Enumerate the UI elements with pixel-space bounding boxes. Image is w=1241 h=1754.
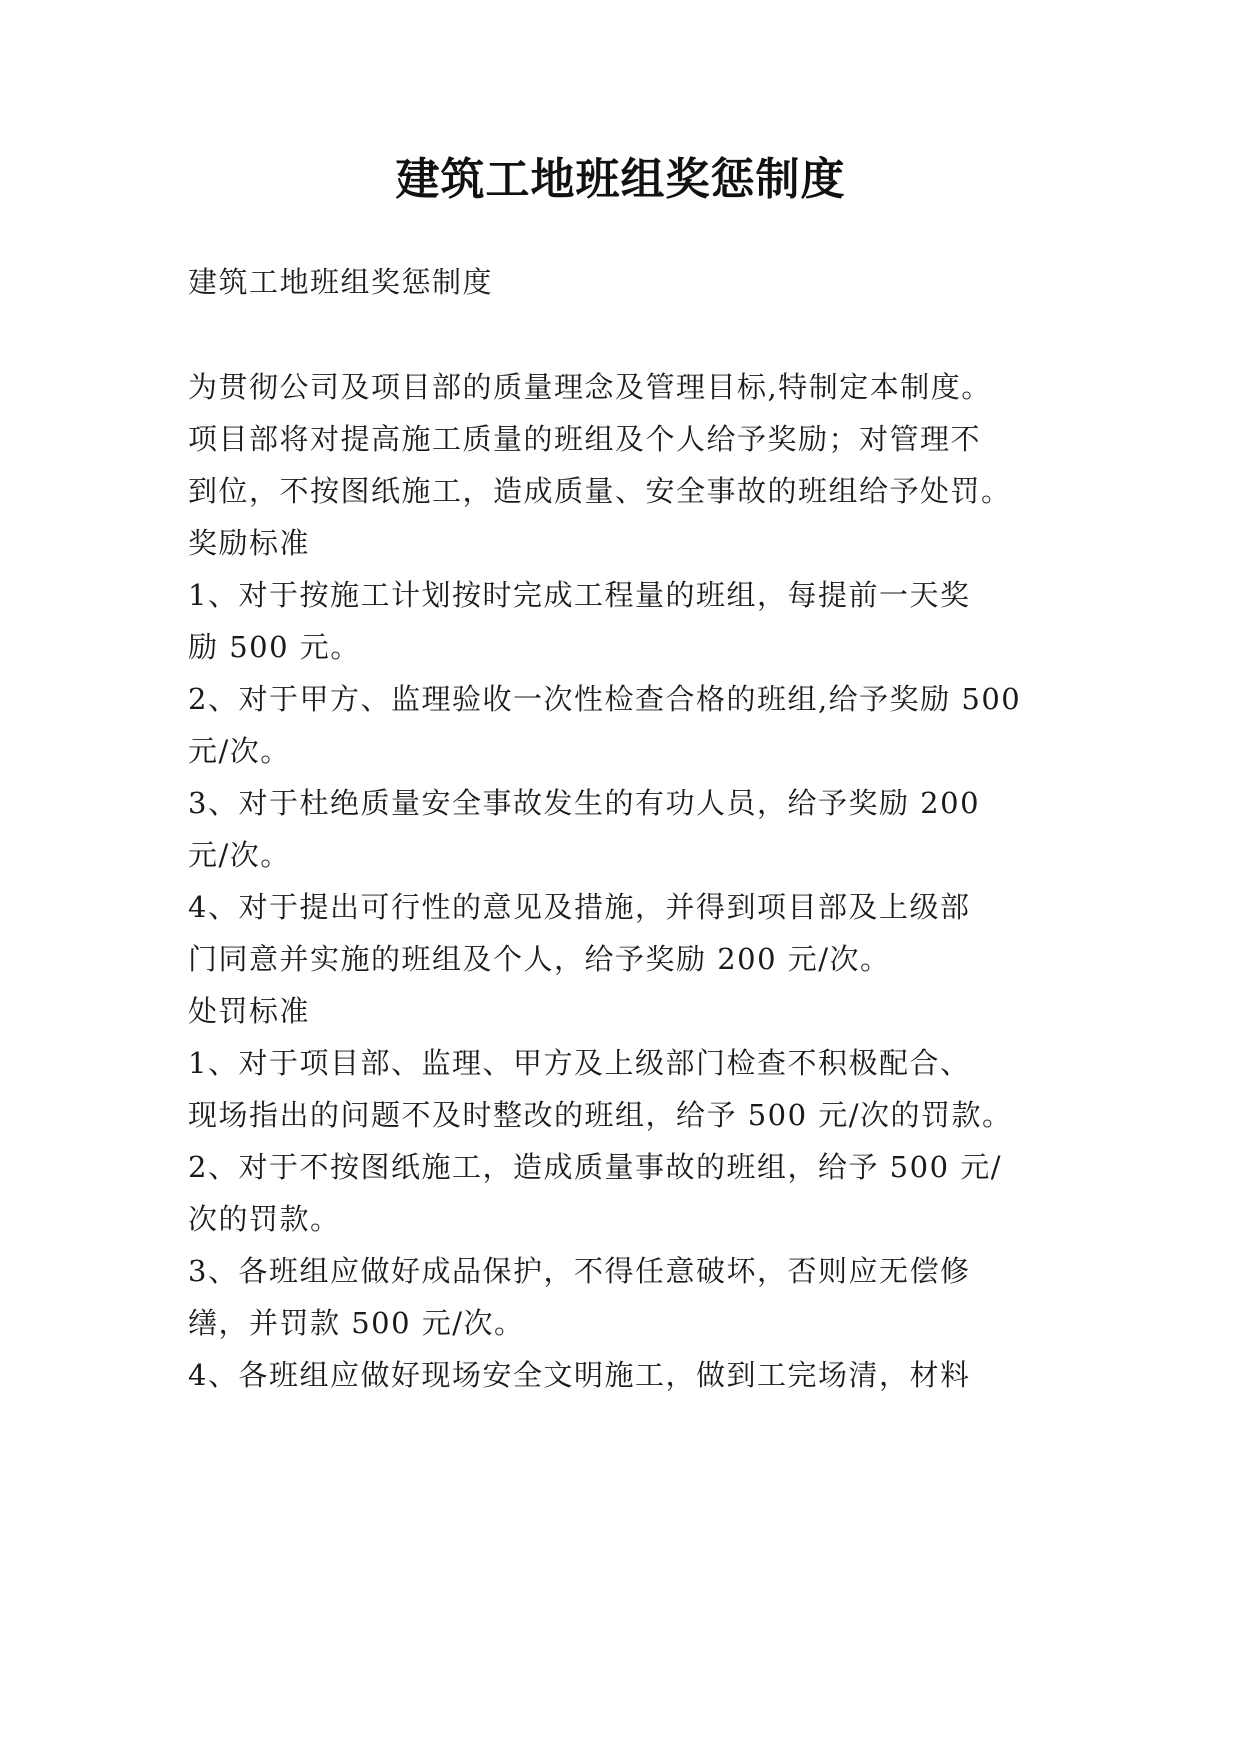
penalty-item-3-line-2: 缮，并罚款 500 元/次。 [188,1306,525,1340]
reward-item-4-line-2: 门同意并实施的班组及个人，给予奖励 200 元/次。 [188,942,891,976]
reward-item-3-line-2: 元/次。 [188,838,291,872]
section-heading-penalties: 处罚标准 [188,994,311,1028]
intro-line-1: 为贯彻公司及项目部的质量理念及管理目标,特制定本制度。 [188,370,992,404]
intro-line-2: 项目部将对提高施工质量的班组及个人给予奖励；对管理不 [188,422,982,456]
reward-item-4-line-1: 4、对于提出可行性的意见及措施，并得到项目部及上级部 [188,890,971,924]
penalty-item-2-line-1: 2、对于不按图纸施工，造成质量事故的班组，给予 500 元/ [188,1150,1003,1184]
penalty-item-1-line-1: 1、对于项目部、监理、甲方及上级部门检查不积极配合、 [188,1046,971,1080]
section-heading-rewards: 奖励标准 [188,526,311,560]
penalty-item-2-line-2: 次的罚款。 [188,1202,341,1236]
reward-item-1-line-2: 励 500 元。 [188,630,361,664]
reward-item-2-line-1: 2、对于甲方、监理验收一次性检查合格的班组,给予奖励 500 [188,682,1022,716]
reward-item-2-line-2: 元/次。 [188,734,291,768]
penalty-item-1-line-2: 现场指出的问题不及时整改的班组，给予 500 元/次的罚款。 [188,1098,1013,1132]
document-title: 建筑工地班组奖惩制度 [395,154,846,205]
reward-item-1-line-1: 1、对于按施工计划按时完成工程量的班组，每提前一天奖 [188,578,971,612]
penalty-item-4-line-1: 4、各班组应做好现场安全文明施工，做到工完场清，材料 [188,1358,971,1392]
penalty-item-3-line-1: 3、各班组应做好成品保护，不得任意破坏，否则应无偿修 [188,1254,971,1288]
subtitle-line: 建筑工地班组奖惩制度 [188,265,494,299]
intro-line-3: 到位，不按图纸施工，造成质量、安全事故的班组给予处罚。 [188,474,1012,508]
reward-item-3-line-1: 3、对于杜绝质量安全事故发生的有功人员，给予奖励 200 [188,786,981,820]
